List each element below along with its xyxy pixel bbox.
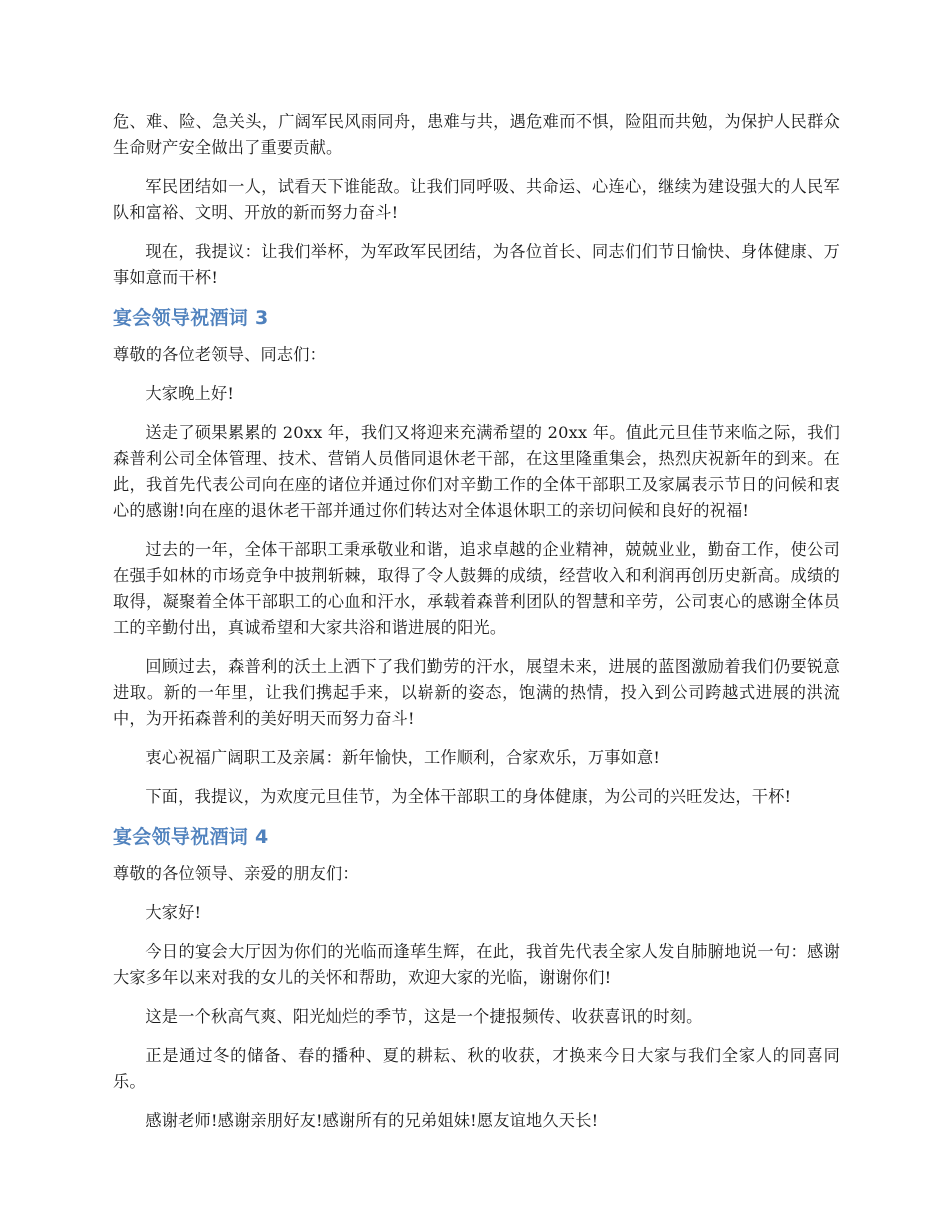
paragraph: 送走了硕果累累的 20xx 年，我们又将迎来充满希望的 20xx 年。值此元旦佳节来临之际，我们森普利公司全体管理、技术、营销人员偕同退休老干部，在这里隆重集会，热烈庆祝新年的到来。在此，我首先代表公司向在座的诸位并通过你们对辛勤工作的全体干部职工及家属表示节日的问候和衷心的感谢!向在座的退休老干部并通过你们转达对全体退休职工的亲切问候和良好的祝福! — [113, 423, 840, 520]
document-page — [113, 109, 840, 1147]
salutation: 尊敬的各位领导、亲爱的朋友们： — [113, 864, 359, 883]
paragraph: 过去的一年，全体干部职工秉承敬业和谐，追求卓越的企业精神，兢兢业业，勤奋工作，使公司在强手如林的市场竞争中披荆斩棘，取得了令人鼓舞的成绩，经营收入和利润再创历史新高。成绩的取得，凝聚着全体干部职工的心血和汗水，承载着森普利团队的智慧和辛劳，公司衷心的感谢全体员工的辛勤付出，真诚希望和大家共浴和谐进展的阳光。 — [113, 540, 840, 637]
greeting: 大家好! — [145, 903, 202, 922]
section-heading: 宴会领导祝酒词 3 — [113, 307, 269, 329]
paragraph: 正是通过冬的储备、春的播种、夏的耕耘、秋的收获，才换来今日大家与我们全家人的同喜同乐。 — [113, 1046, 840, 1091]
greeting: 大家晚上好! — [145, 384, 235, 403]
paragraph: 军民团结如一人，试看天下谁能敌。让我们同呼吸、共命运、心连心，继续为建设强大的人民军队和富裕、文明、开放的新而努力奋斗! — [113, 177, 840, 222]
paragraph: 危、难、险、急关头，广阔军民风雨同舟，患难与共，遇危难而不惧，险阻而共勉，为保护人民群众生命财产安全做出了重要贡献。 — [113, 112, 840, 157]
section-continuation — [113, 109, 840, 291]
section-toast-4 — [113, 823, 840, 1134]
paragraph: 下面，我提议，为欢度元旦佳节，为全体干部职工的身体健康，为公司的兴旺发达，干杯! — [145, 787, 792, 806]
section-heading: 宴会领导祝酒词 4 — [113, 826, 269, 848]
paragraph: 这是一个秋高气爽、阳光灿烂的季节，这是一个捷报频传、收获喜讯的时刻。 — [145, 1007, 703, 1026]
paragraph: 衷心祝福广阔职工及亲属：新年愉快，工作顺利，合家欢乐，万事如意! — [145, 748, 661, 767]
salutation: 尊敬的各位老领导、同志们： — [113, 345, 327, 364]
section-toast-3 — [113, 304, 840, 810]
paragraph: 今日的宴会大厅因为你们的光临而逢荜生辉，在此，我首先代表全家人发自肺腑地说一句：感谢大家多年以来对我的女儿的关怀和帮助，欢迎大家的光临，谢谢你们! — [113, 942, 840, 987]
paragraph: 回顾过去，森普利的沃土上洒下了我们勤劳的汗水，展望未来，进展的蓝图激励着我们仍要锐意进取。新的一年里，让我们携起手来，以崭新的姿态，饱满的热情，投入到公司跨越式进展的洪流中，为开拓森普利的美好明天而努力奋斗! — [113, 657, 840, 728]
paragraph: 现在，我提议：让我们举杯，为军政军民团结，为各位首长、同志们们节日愉快、身体健康、万事如意而干杯! — [113, 242, 840, 287]
paragraph: 感谢老师!感谢亲朋好友!感谢所有的兄弟姐妹!愿友谊地久天长! — [145, 1111, 599, 1130]
